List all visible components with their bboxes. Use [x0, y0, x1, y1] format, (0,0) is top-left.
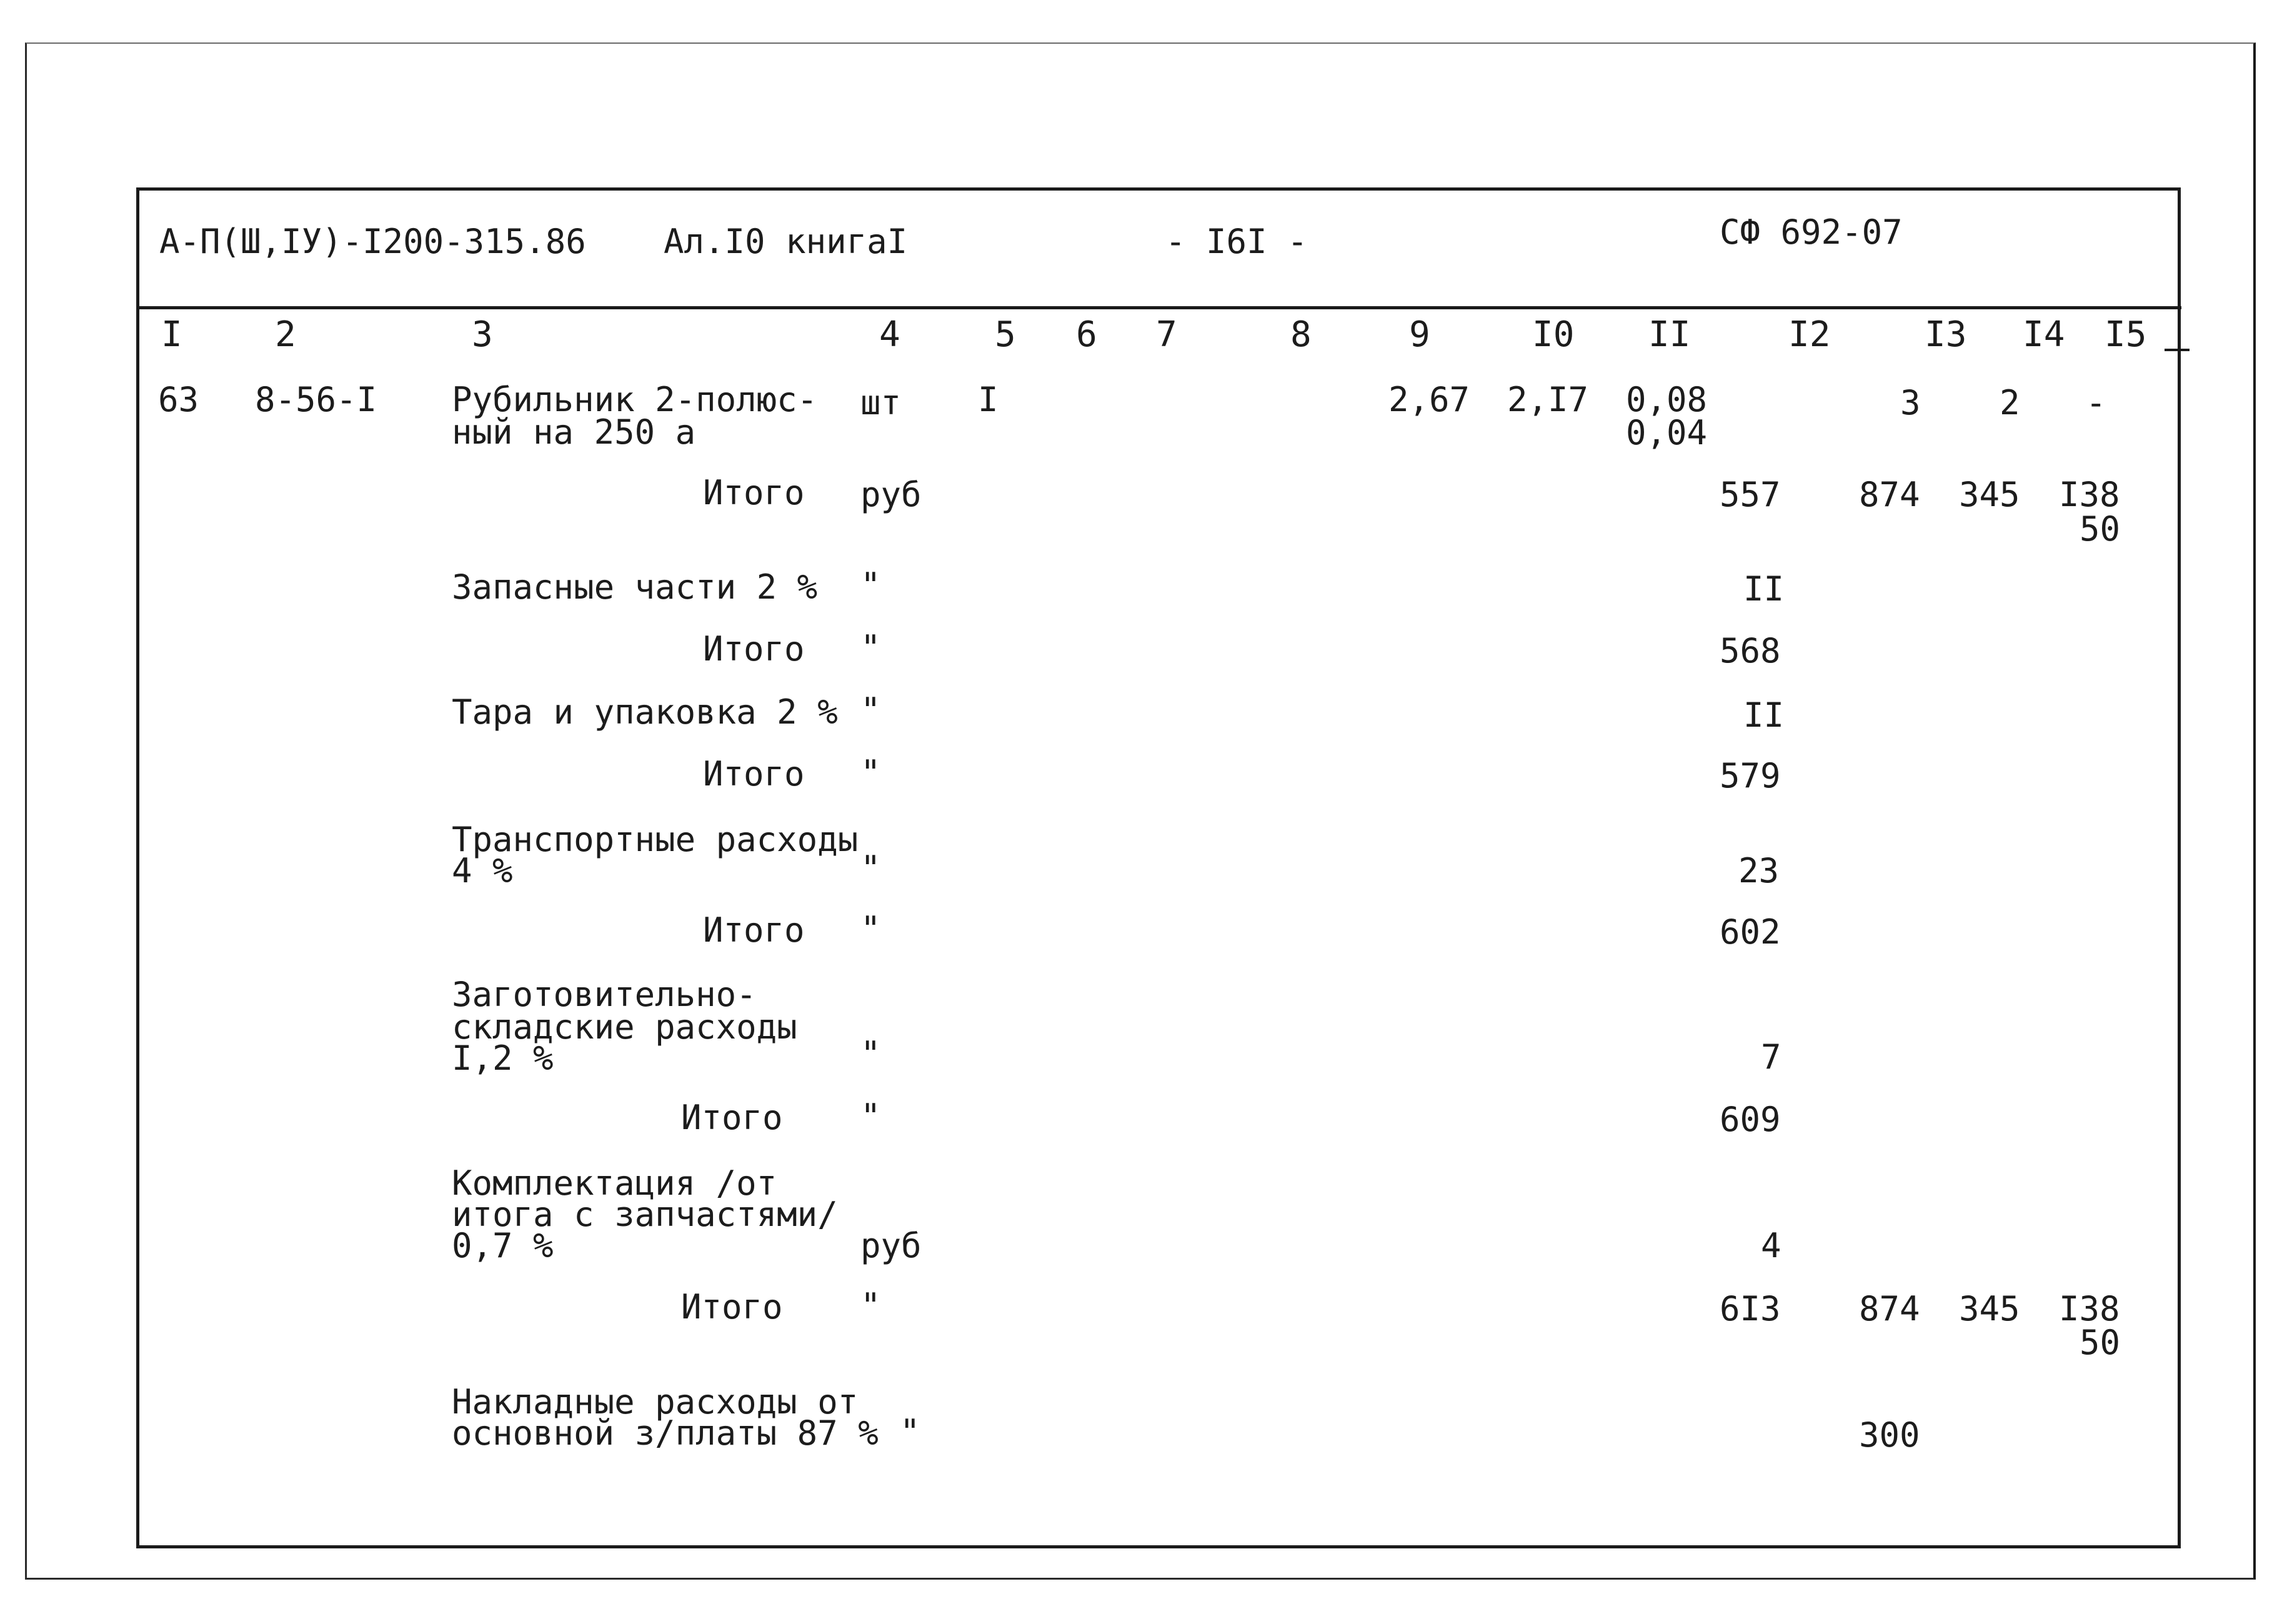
column-number-12: I2: [1788, 314, 1831, 355]
total1-col15-line2: 50: [2080, 509, 2121, 549]
album-label: Ал.I0 книгаI: [664, 222, 908, 261]
item-col13: 3: [1900, 383, 1921, 422]
item-name-line2: ный на 250 а: [452, 412, 696, 452]
storage-unit: ": [860, 1034, 881, 1074]
total5-label: Итого: [681, 1098, 783, 1137]
item-col9: 2,67: [1388, 380, 1470, 419]
page-number: - I6I -: [1165, 222, 1308, 261]
item-qty: I: [978, 380, 999, 419]
total1-unit: руб: [860, 475, 922, 514]
transport-col12: 23: [1738, 851, 1780, 890]
item-col11-line2: 0,04: [1626, 413, 1708, 452]
item-name-line1: Рубильник 2-полюс-: [452, 380, 818, 419]
storage-col12: 7: [1761, 1037, 1781, 1077]
spare-parts-col12: II: [1743, 569, 1785, 609]
total3-label: Итого: [703, 754, 805, 794]
item-col11-line1: 0,08: [1626, 380, 1708, 419]
total6-col15-line1: I38: [2059, 1289, 2120, 1328]
column-number-6: 6: [1076, 314, 1097, 355]
item-col14: 2: [2000, 383, 2020, 422]
header-divider: [139, 306, 2181, 309]
total3-col12: 579: [1720, 756, 1781, 795]
overhead-unit: ": [900, 1412, 920, 1452]
total2-col12: 568: [1720, 631, 1781, 670]
storage-label-line3: I,2 %: [452, 1039, 554, 1078]
total2-unit: ": [860, 628, 881, 667]
spare-parts-label: Запасные части 2 %: [452, 567, 818, 607]
total5-unit: ": [860, 1097, 881, 1136]
total1-col14: 345: [1959, 475, 2020, 514]
transport-unit: ": [860, 849, 881, 888]
complect-label-line3: 0,7 %: [452, 1226, 554, 1265]
total6-col15-line2: 50: [2080, 1323, 2121, 1362]
column-number-15: I5: [2105, 314, 2147, 355]
total4-label: Итого: [703, 910, 805, 950]
item-code: 8-56-I: [255, 380, 377, 419]
item-unit: шт: [860, 383, 902, 422]
table-frame: [136, 187, 2181, 1548]
column-number-8: 8: [1290, 314, 1312, 355]
complect-unit: руб: [860, 1226, 922, 1265]
total1-label: Итого: [703, 473, 805, 512]
column-number-10: I0: [1532, 314, 1575, 355]
total6-col14: 345: [1959, 1289, 2020, 1328]
overhead-label-line2: основной з/платы 87 %: [452, 1413, 879, 1453]
item-col15: -: [2086, 383, 2106, 422]
transport-label-line1: Транспортные расходы: [452, 820, 859, 859]
doc-code: А-П(Ш,IУ)-I200-315.86: [159, 222, 586, 261]
column-number-5: 5: [995, 314, 1016, 355]
total1-col15-line1: I38: [2059, 475, 2120, 514]
column-number-4: 4: [879, 314, 900, 355]
total4-col12: 602: [1720, 912, 1781, 952]
complect-label-line1: Комплектация /от: [452, 1163, 777, 1203]
column-number-14: I4: [2023, 314, 2065, 355]
packing-col12: II: [1743, 695, 1785, 735]
storage-label-line1: Заготовительно-: [452, 975, 757, 1014]
overhead-label-line1: Накладные расходы от: [452, 1382, 859, 1422]
total6-label: Итого: [681, 1287, 783, 1327]
storage-label-line2: складские расходы: [452, 1007, 797, 1047]
total4-unit: ": [860, 909, 881, 949]
column-number-13: I3: [1925, 314, 1967, 355]
column-number-1: I: [161, 314, 182, 355]
complect-col12: 4: [1761, 1226, 1781, 1265]
header-divider-tick: [2165, 349, 2190, 351]
spare-parts-unit: ": [860, 565, 881, 605]
overhead-col13: 300: [1859, 1415, 1920, 1455]
transport-label-line2: 4 %: [452, 851, 513, 890]
total1-col13: 874: [1859, 475, 1920, 514]
item-col10: 2,I7: [1507, 380, 1589, 419]
total6-unit: ": [860, 1286, 881, 1325]
column-number-11: II: [1648, 314, 1691, 355]
packing-label: Тара и упаковка 2 %: [452, 692, 838, 732]
total1-col12: 557: [1720, 475, 1781, 514]
column-number-2: 2: [275, 314, 296, 355]
packing-unit: ": [860, 690, 881, 730]
total6-col12: 6I3: [1720, 1289, 1781, 1328]
total6-col13: 874: [1859, 1289, 1920, 1328]
complect-label-line2: итога с запчастями/: [452, 1195, 838, 1234]
total2-label: Итого: [703, 629, 805, 669]
total5-col12: 609: [1720, 1100, 1781, 1139]
column-number-9: 9: [1409, 314, 1430, 355]
total3-unit: ": [860, 753, 881, 792]
item-number: 63: [158, 380, 199, 419]
sheet-code: СФ 692-07: [1720, 212, 1903, 252]
column-number-7: 7: [1156, 314, 1177, 355]
column-number-3: 3: [472, 314, 493, 355]
